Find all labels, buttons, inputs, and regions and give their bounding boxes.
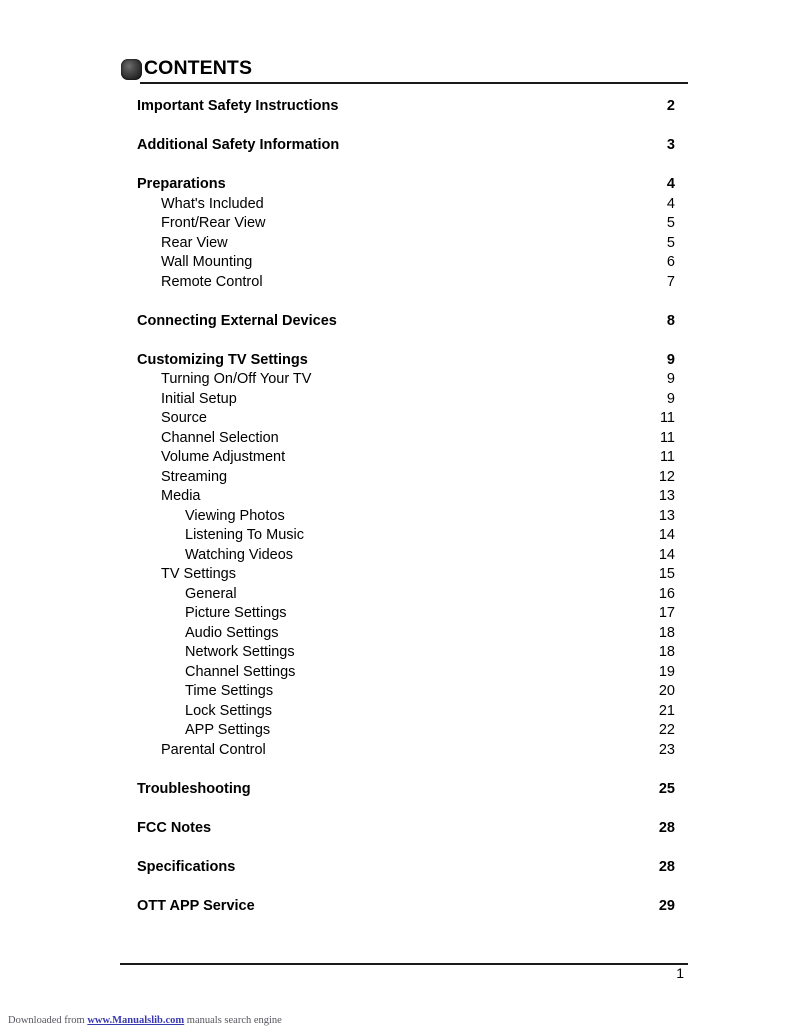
toc-entry-page-number: 20	[658, 683, 675, 699]
contents-header	[120, 56, 690, 86]
toc-entry-page-number: 6	[666, 254, 675, 270]
page-title: CONTENTS	[144, 57, 253, 79]
toc-entry-page-number: 7	[666, 273, 675, 290]
toc-entry-page-number: 12	[658, 468, 675, 485]
toc-entry[interactable]	[0, 701, 800, 721]
toc-entry-label: Streaming	[161, 468, 228, 485]
toc-entry-page-number: 3	[666, 137, 675, 153]
toc-entry[interactable]	[0, 740, 800, 760]
toc-entry-label: Rear View	[161, 234, 228, 251]
toc-entry[interactable]	[0, 213, 800, 233]
toc-entry-page-number: 29	[658, 897, 675, 914]
attribution-line	[8, 1014, 282, 1028]
toc-entry[interactable]	[0, 662, 800, 682]
toc-entry-page-number: 14	[658, 546, 675, 563]
toc-entry-label: FCC Notes	[137, 819, 212, 836]
toc-entry[interactable]	[0, 174, 800, 194]
toc-entry[interactable]	[0, 818, 800, 838]
toc-entry-page-number: 25	[658, 780, 675, 797]
toc-entry-page-number: 18	[658, 624, 675, 641]
toc-entry-page-number: 11	[659, 410, 675, 426]
toc-entry-label: OTT APP Service	[137, 897, 255, 914]
toc-entry[interactable]	[0, 642, 800, 662]
toc-entry-page-number: 2	[666, 98, 675, 114]
toc-entry-label: Picture Settings	[185, 605, 287, 621]
toc-entry[interactable]	[0, 428, 800, 448]
toc-entry-page-number: 11	[659, 429, 675, 446]
toc-entry-label: Important Safety Instructions	[137, 98, 339, 114]
toc-entry[interactable]	[0, 779, 800, 799]
toc-entry-page-number: 4	[666, 176, 675, 192]
toc-entry-label: Network Settings	[185, 644, 295, 660]
toc-entry-page-number: 13	[658, 488, 675, 504]
toc-entry-page-number: 18	[658, 644, 675, 660]
toc-entry[interactable]	[0, 584, 800, 604]
toc-entry[interactable]	[0, 447, 800, 467]
toc-entry-label: Remote Control	[161, 273, 263, 290]
toc-entry-label: Turning On/Off Your TV	[161, 371, 312, 387]
toc-entry[interactable]	[0, 369, 800, 389]
toc-entry-page-number: 21	[658, 702, 675, 719]
toc-entry-label: Troubleshooting	[137, 780, 251, 797]
toc-entry-label: Channel Settings	[185, 663, 296, 680]
toc-entry[interactable]	[0, 135, 800, 155]
toc-entry[interactable]	[0, 389, 800, 409]
toc-entry[interactable]	[0, 252, 800, 272]
toc-entry-label: Listening To Music	[185, 527, 305, 543]
toc-entry[interactable]	[0, 311, 800, 331]
footer-page-number: 1	[676, 965, 684, 981]
toc-entry-label: Additional Safety Information	[137, 137, 340, 153]
toc-entry[interactable]	[0, 194, 800, 214]
toc-entry[interactable]	[0, 681, 800, 701]
manualslib-link[interactable]: www.Manualslib.com	[87, 1015, 185, 1026]
attribution-prefix: Downloaded from	[8, 1015, 88, 1026]
toc-entry[interactable]	[0, 506, 800, 526]
toc-entry-page-number: 4	[666, 195, 675, 212]
toc-entry[interactable]	[0, 857, 800, 877]
rounded-square-bullet-icon	[121, 59, 142, 80]
toc-entry[interactable]	[0, 720, 800, 740]
toc-entry-page-number: 5	[666, 215, 675, 231]
toc-entry-label: Volume Adjustment	[161, 449, 286, 465]
toc-entry-label: Front/Rear View	[161, 215, 266, 231]
toc-entry[interactable]	[0, 350, 800, 370]
toc-entry-label: What's Included	[161, 195, 264, 212]
toc-entry[interactable]	[0, 96, 800, 116]
toc-entry-label: Time Settings	[185, 683, 274, 699]
header-divider	[140, 82, 688, 84]
toc-entry-label: Preparations	[137, 176, 226, 192]
toc-entry-label: Media	[161, 488, 201, 504]
toc-entry-page-number: 15	[658, 566, 675, 582]
toc-entry[interactable]	[0, 545, 800, 565]
toc-entry-page-number: 28	[658, 858, 675, 875]
toc-entry-label: General	[185, 585, 237, 602]
toc-entry-page-number: 9	[666, 351, 675, 368]
toc-entry[interactable]	[0, 467, 800, 487]
toc-entry-page-number: 28	[658, 819, 675, 836]
toc-entry[interactable]	[0, 603, 800, 623]
toc-entry[interactable]	[0, 623, 800, 643]
toc-entry-page-number: 9	[666, 371, 675, 387]
attribution-suffix: manuals search engine	[184, 1015, 282, 1026]
toc-entry-page-number: 22	[658, 722, 675, 738]
toc-entry[interactable]	[0, 233, 800, 253]
toc-entry-label: APP Settings	[185, 722, 271, 738]
toc-entry-label: Connecting External Devices	[137, 312, 337, 329]
toc-entry-label: TV Settings	[161, 566, 236, 582]
toc-entry-page-number: 17	[658, 605, 675, 621]
toc-entry-page-number: 13	[658, 507, 675, 524]
toc-entry-label: Initial Setup	[161, 390, 237, 407]
toc-entry-label: Watching Videos	[185, 546, 294, 563]
toc-entry-page-number: 16	[658, 585, 675, 602]
toc-entry-label: Parental Control	[161, 741, 266, 758]
toc-entry-label: Wall Mounting	[161, 254, 253, 270]
toc-entry-label: Viewing Photos	[185, 507, 285, 524]
toc-entry-page-number: 5	[666, 234, 675, 251]
toc-entry[interactable]	[0, 408, 800, 428]
toc-entry-label: Lock Settings	[185, 702, 273, 719]
toc-entry-page-number: 14	[658, 527, 675, 543]
toc-entry-page-number: 19	[658, 663, 675, 680]
toc-entry-page-number: 8	[666, 312, 675, 329]
toc-entry-page-number: 23	[658, 741, 675, 758]
toc-entry-label: Source	[161, 410, 207, 426]
toc-entry-label: Channel Selection	[161, 429, 279, 446]
toc-entry-label: Audio Settings	[185, 624, 279, 641]
toc-entry-label: Specifications	[137, 858, 236, 875]
toc-entry[interactable]	[0, 486, 800, 506]
toc-entry[interactable]	[0, 525, 800, 545]
toc-entry[interactable]	[0, 564, 800, 584]
toc-entry-label: Customizing TV Settings	[137, 351, 308, 368]
toc-entry[interactable]	[0, 896, 800, 916]
toc-entry-page-number: 9	[666, 390, 675, 407]
toc-entry-page-number: 11	[659, 449, 675, 465]
toc-entry[interactable]	[0, 272, 800, 292]
